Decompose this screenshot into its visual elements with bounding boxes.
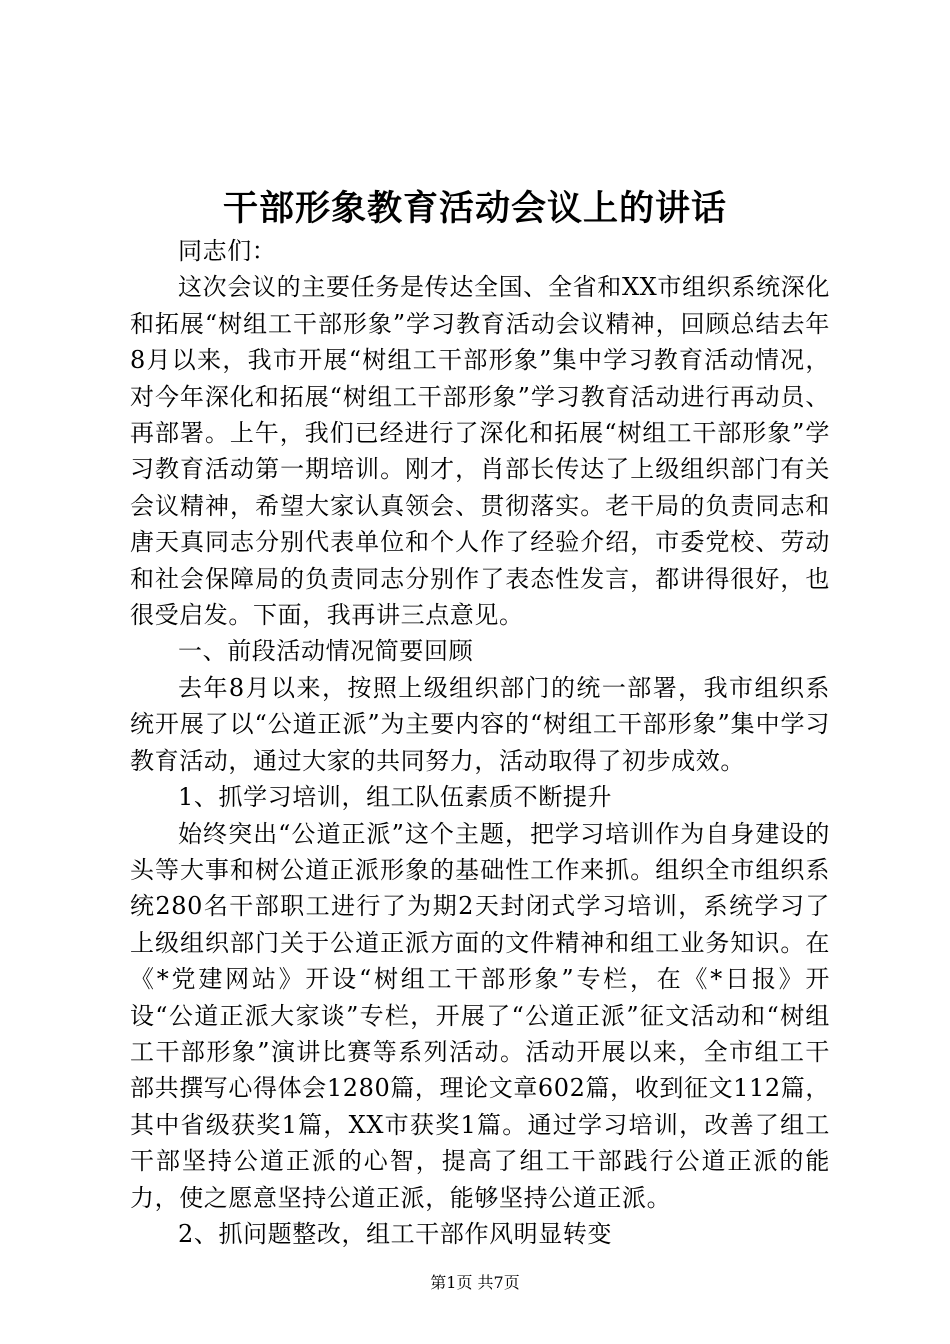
paragraph-intro: 这次会议的主要任务是传达全国、全省和XX市组织系统深化和拓展“树组工干部形象”学习教育活动会议精神，回顾总结去年8月以来，我市开展“树组工干部形象”集中学习教育活动情况，对今年深化和拓展“树组工干部形象”学习教育活动进行再动员、再部署。上午，我们已经进行了深化和拓展“树组工干部形象”学习教育活动第一期培训。刚才，肖部长传达了上级组织部门有关会议精神，希望大家认真领会、贯彻落实。老干局的负责同志和唐天真同志分别代表单位和个人作了经验介绍，市委党校、劳动和社会保障局的负责同志分别作了表态性发言，都讲得很好，也很受启发。下面，我再讲三点意见。 <box>130 273 830 630</box>
section-heading-1: 一、前段活动情况简要回顾 <box>178 637 474 666</box>
paragraph-training: 始终突出“公道正派”这个主题，把学习培训作为自身建设的头等大事和树公道正派形象的基础性工作来抓。组织全市组织系统280名干部职工进行了为期2天封闭式学习培训，系统学习了上级组织部门关于公道正派方面的文件精神和组工业务知识。在《*党建网站》开设“树组工干部形象”专栏，在《*日报》开设“公道正派大家谈”专栏，开展了“公道正派”征文活动和“树组工干部形象”演讲比赛等系列活动。活动开展以来，全市组工干部共撰写心得体会1280篇，理论文章602篇，收到征文112篇，其中省级获奖1篇，XX市获奖1篇。通过学习培训，改善了组工干部坚持公道正派的心智，提高了组工干部践行公道正派的能力，使之愿意坚持公道正派，能够坚持公道正派。 <box>130 819 830 1212</box>
document-title: 干部形象教育活动会议上的讲话 <box>222 188 727 229</box>
document-body <box>130 233 830 1252</box>
salutation: 同志们： <box>178 237 277 265</box>
subheading-1: 1、抓学习培训，组工队伍素质不断提升 <box>178 783 613 812</box>
subheading-2: 2、抓问题整改，组工干部作风明显转变 <box>178 1219 613 1248</box>
page-footer: 第1页 共7页 <box>430 1273 520 1292</box>
paragraph-review: 去年8月以来，按照上级组织部门的统一部署，我市组织系统开展了以“公道正派”为主要内容的“树组工干部形象”集中学习教育活动，通过大家的共同努力，活动取得了初步成效。 <box>130 673 830 775</box>
